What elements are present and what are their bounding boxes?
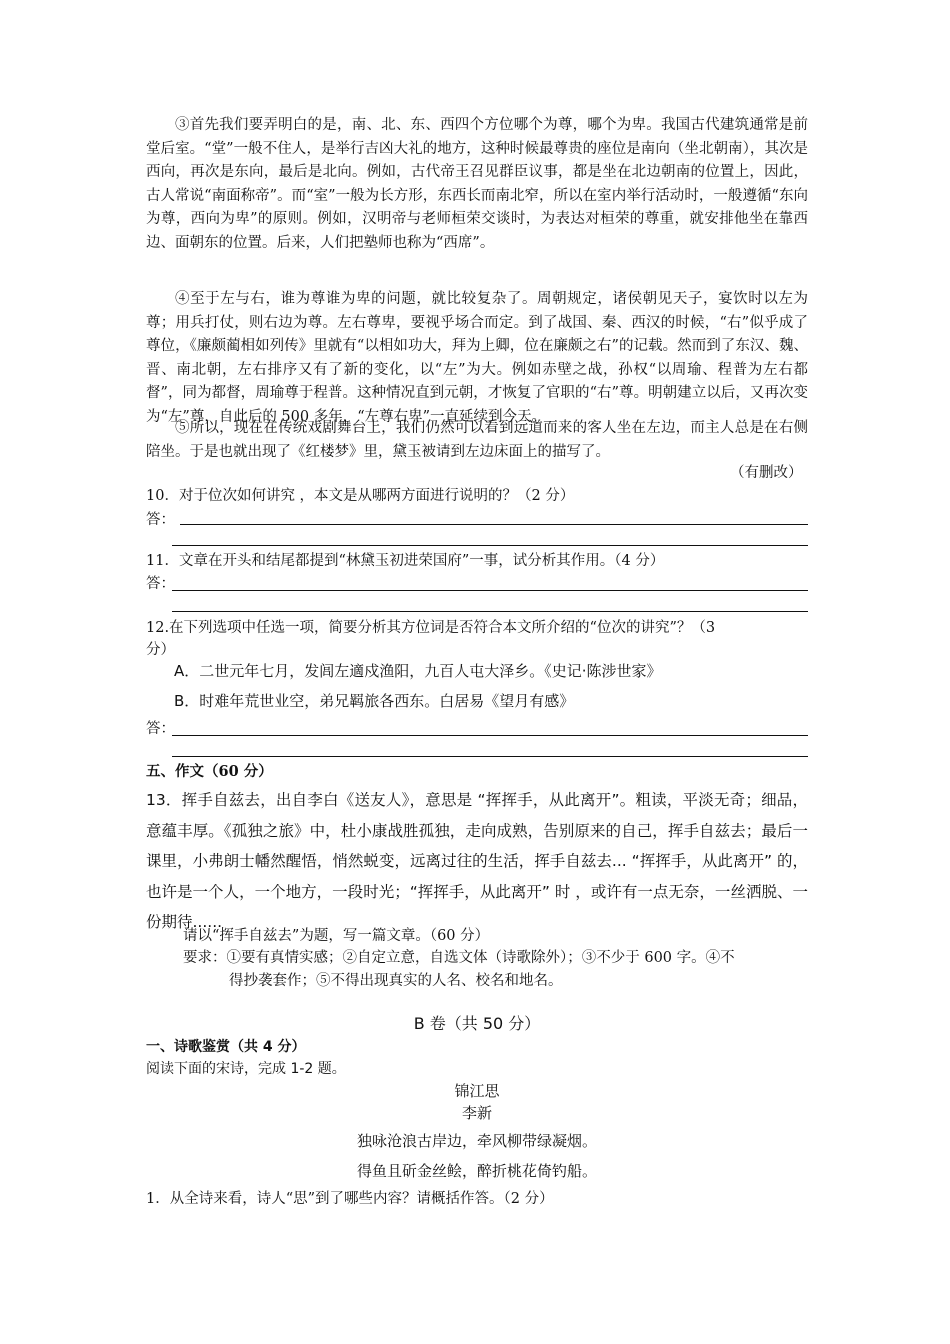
composition-prompt: 请以“挥手自兹去”为题，写一篇文章。（60 分） (183, 928, 490, 944)
question-b1: 1．从全诗来看，诗人“思”到了哪些内容？请概括作答。（2 分） (146, 1191, 554, 1207)
section-b-title: B 卷（共 50 分） (413, 1014, 541, 1033)
question-13: 13．挥手自兹去，出自李白《送友人》，意思是 “挥挥手，从此离开”。粗读，平淡无奇；细品，意蕴丰厚。《孤独之旅》中，杜小康战胜孤独，走向成熟，告别原来的自己，挥手自兹去；最后一课里，小弗朗士幡然醒悟，悄然蜕变，远离过往的生活，挥手自兹去... “挥挥手，从此离开” 的，也许是一个人，一个地方，一段时光；“挥挥手，从此离开” 时 ，或许有一点无奈，一丝洒脱、一份期待...... (146, 791, 808, 931)
poem-author: 李新 (461, 1104, 492, 1122)
answer-line-10-1[interactable] (180, 524, 808, 525)
answer-label-11: 答： (146, 576, 175, 592)
answer-line-10-2[interactable] (172, 545, 808, 546)
composition-requirements: 要求：①要有真情实感；②自定立意，自选文体（诗歌除外）；③不少于 600 字。④不 (183, 950, 735, 966)
answer-line-12-2[interactable] (172, 756, 808, 757)
answer-label-10: 答： (146, 512, 175, 528)
passage-paragraph-5: ⑤所以，现在在传统戏剧舞台上，我们仍然可以看到远道而来的客人坐在左边，而主人总是在右侧陪坐。于是也就出现了《红楼梦》里，黛玉被请到左边床面上的描写了。 (146, 420, 808, 460)
answer-line-12-1[interactable] (172, 735, 808, 736)
composition-requirements-cont: 得抄袭套作；⑤不得出现真实的人名、校名和地名。 (229, 973, 563, 989)
poem-line-2: 得鱼且斫金丝鲙，醉折桃花倚钓船。 (356, 1162, 597, 1180)
poetry-section-heading: 一、诗歌鉴赏（共 4 分） (146, 1039, 306, 1055)
poem-line-1: 独咏沧浪古岸边，牵风柳带绿凝烟。 (356, 1132, 597, 1150)
source-note: （有删改） (730, 465, 803, 481)
option-a: A．二世元年七月，发闾左適戍渔阳，九百人屯大泽乡。《史记·陈涉世家》 (174, 662, 662, 680)
passage-paragraph-3: ③首先我们要弄明白的是，南、北、东、西四个方位哪个为尊，哪个为卑。我国古代建筑通常是前堂后室。“堂”一般不住人，是举行吉凶大礼的地方，这种时候最尊贵的座位是南向（坐北朝南），其次是西向，再次是东向，最后是北向。例如，古代帝王召见群臣议事，都是坐在北边朝南的位置上，因此，古人常说“南面称帝”。而“室”一般为长方形，东西长而南北窄，所以在室内举行活动时，一般遵循“东向为尊，西向为卑”的原则。例如，汉明帝与老师桓荣交谈时，为表达对桓荣的尊重，就安排他坐在靠西边、面朝东的位置。后来，人们把塾师也称为“西席”。 (146, 117, 808, 251)
passage-paragraph-4: ④至于左与右，谁为尊谁为卑的问题，就比较复杂了。周朝规定，诸侯朝见天子，宴饮时以左为尊；用兵打仗，则右边为尊。左右尊卑，要视乎场合而定。到了战国、秦、西汉的时候，“右”似乎成了尊位，《廉颇蔺相如列传》里就有“以相如功大，拜为上卿，位在廉颇之右”的记载。然而到了东汉、魏、晋、南北朝，左右排序又有了新的变化，以“左”为大。例如赤壁之战，孙权“以周瑜、程普为左右都督”，同为都督，周瑜尊于程普。这种情况直到元朝，才恢复了官职的“右”尊。明朝建立以后，又再次变为“左”尊，自此后的 500 多年，“左尊右卑”一直延续到今天。 (146, 291, 808, 425)
question-12-cont: 分） (146, 642, 175, 658)
answer-line-11-2[interactable] (172, 611, 808, 612)
question-11: 11．文章在开头和结尾都提到“林黛玉初进荣国府”一事，试分析其作用。（4 分） (146, 553, 665, 569)
composition-heading: 五、作文（60 分） (146, 763, 273, 780)
question-10: 10．对于位次如何讲究 ，本文是从哪两方面进行说明的？（2 分） (146, 488, 575, 504)
answer-line-11-1[interactable] (172, 590, 808, 591)
option-b: B．时难年荒世业空，弟兄羁旅各西东。白居易《望月有感》 (174, 692, 575, 710)
poetry-instruction: 阅读下面的宋诗，完成 1-2 题。 (146, 1061, 346, 1077)
answer-label-12: 答： (146, 721, 175, 737)
question-12: 12.在下列选项中任选一项，简要分析其方位词是否符合本文所介绍的“位次的讲究”？（3 (146, 620, 716, 636)
poem-title: 锦江思 (454, 1082, 500, 1100)
